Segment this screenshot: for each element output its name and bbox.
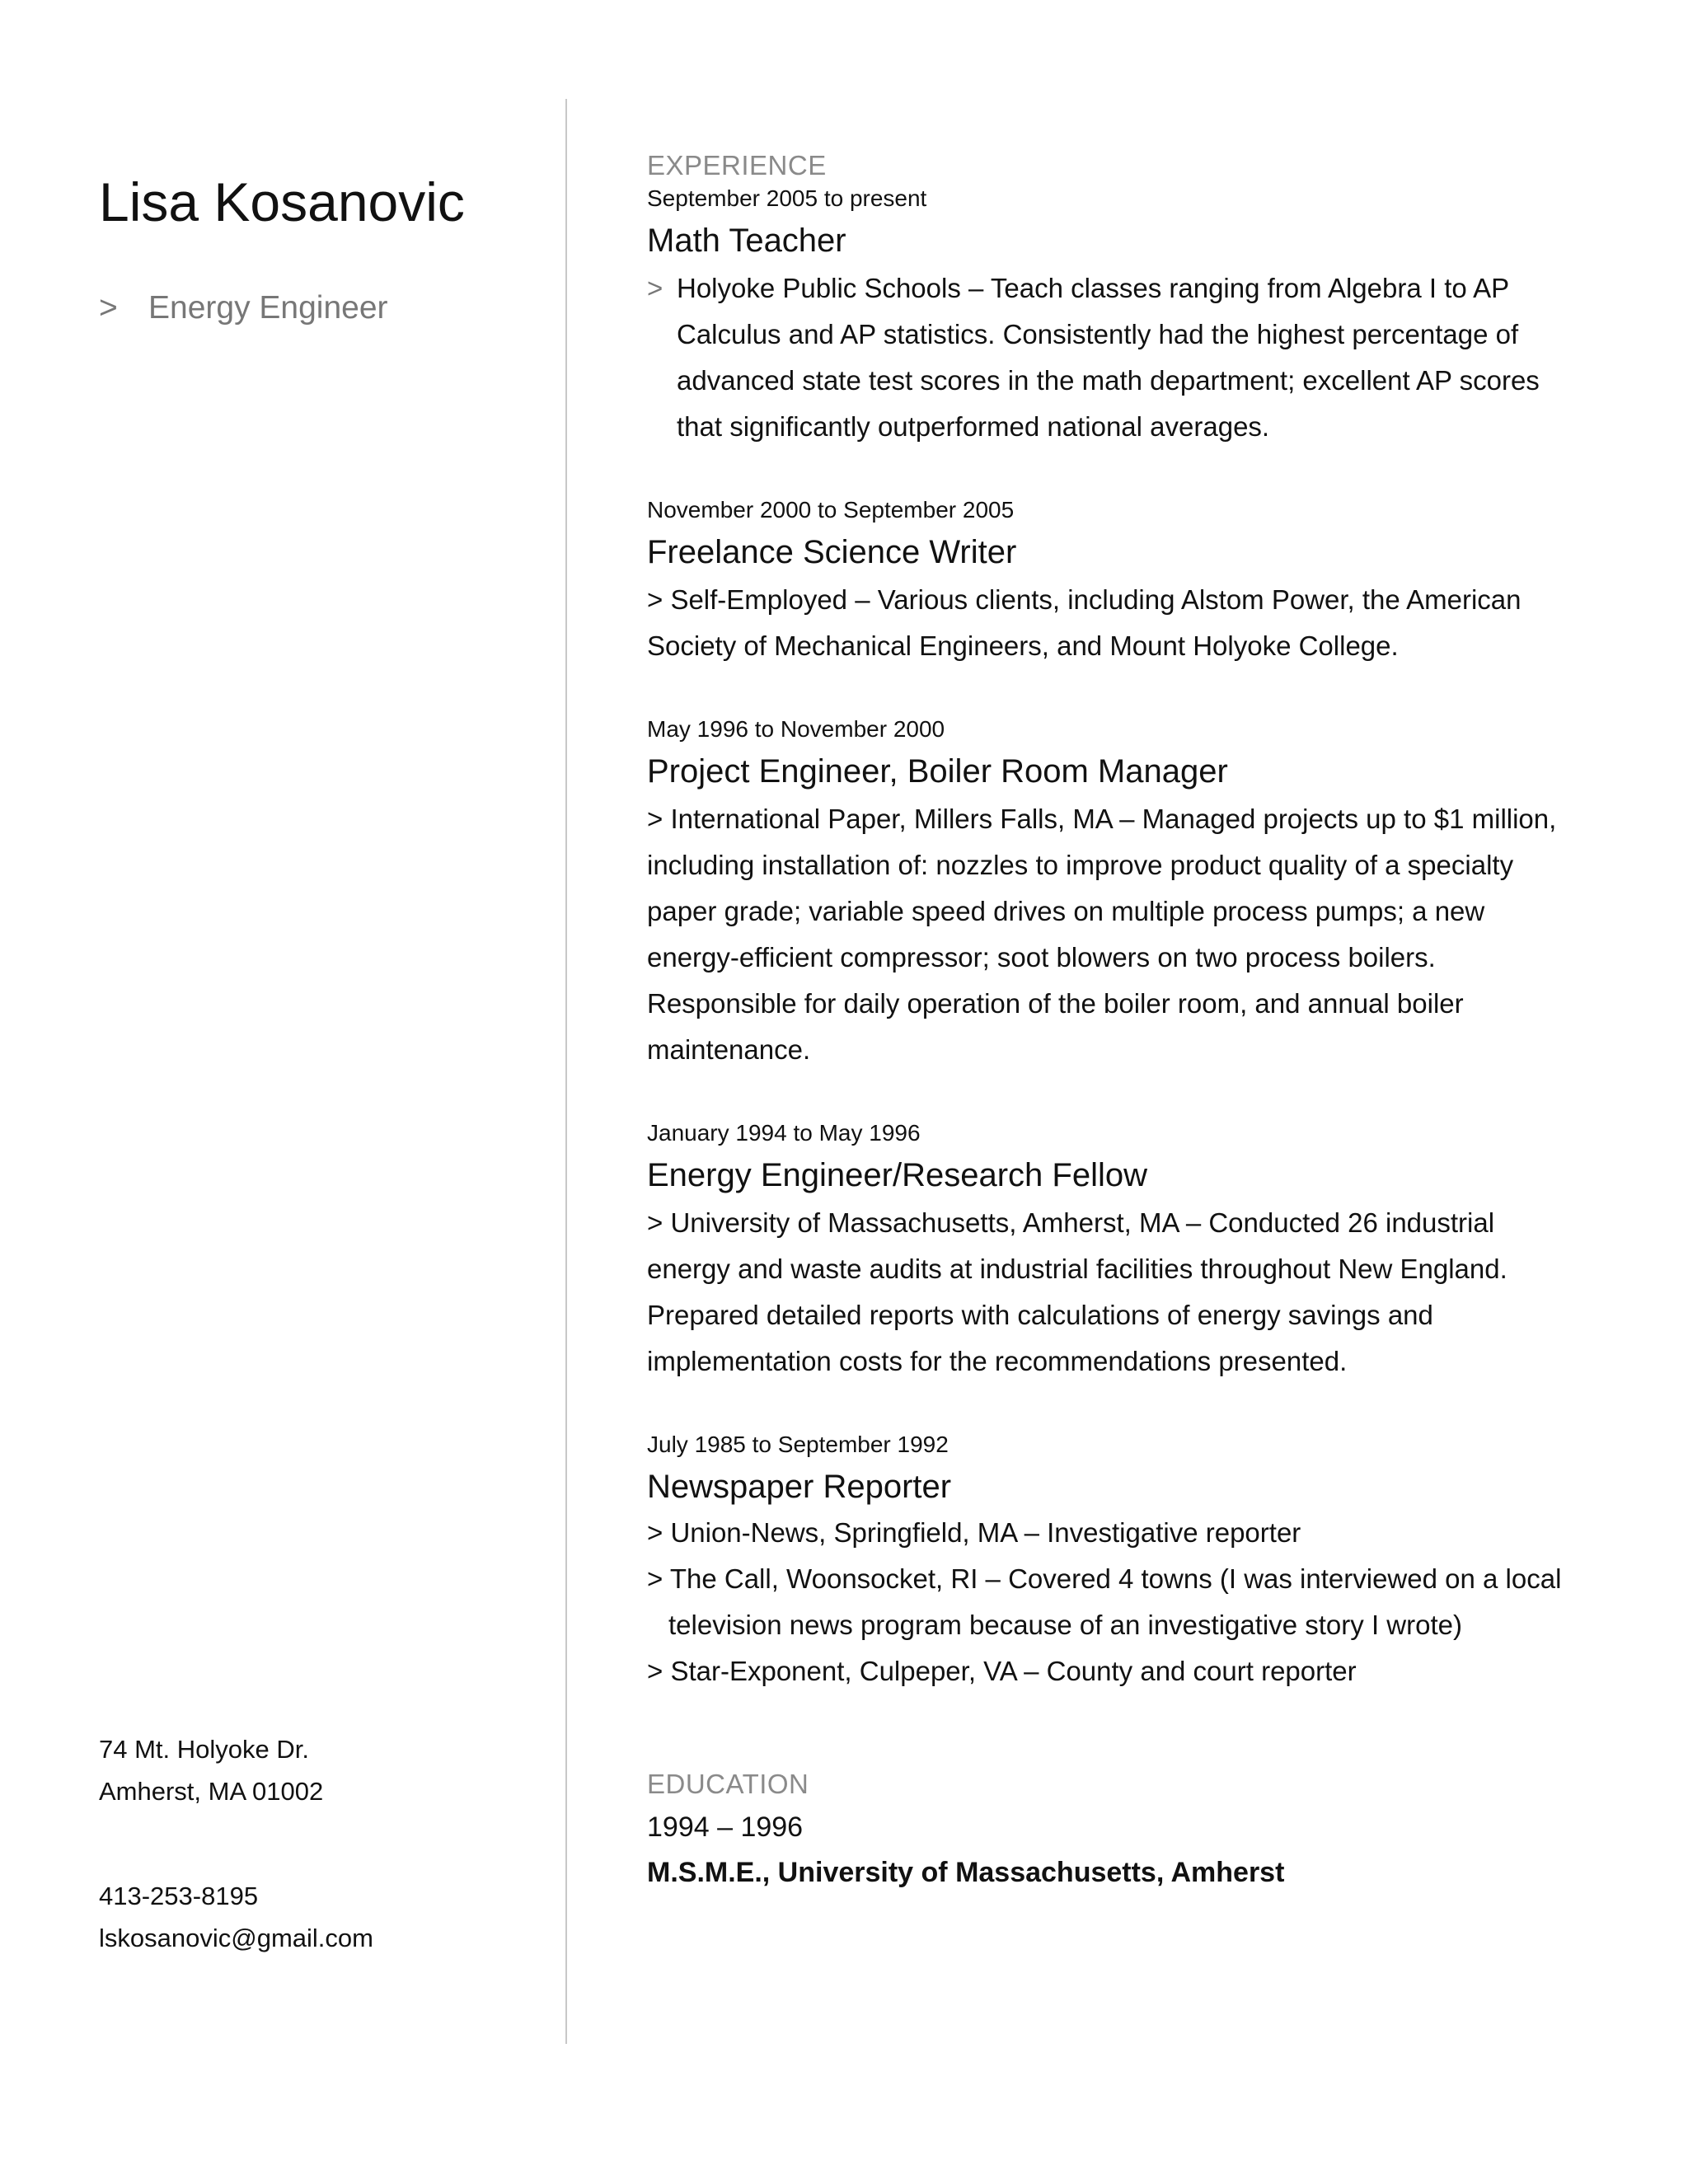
job-title: Energy Engineer/Research Fellow (647, 1157, 1147, 1193)
experience-heading: EXPERIENCE (647, 150, 827, 180)
address-block (99, 1728, 323, 1812)
job-description: > International Paper, Millers Falls, MA – Managed projects up to $1 million, including installation of: nozzles to improve product quality of a specialty paper grade; variable speed drives on multiple process pumps; a new energy-efficient compressor; soot blowers on two process boilers. Responsible for daily operation of the boiler room, and annual boiler maintenance. (647, 804, 1557, 1065)
job-dates: November 2000 to September 2005 (647, 497, 1015, 523)
job-description-text: Holyoke Public Schools – Teach classes ranging from Algebra I to AP Calculus and AP statistics. Consistently had the highest percentage of advanced state test scores in the math department; excellent AP scores that significantly outperformed national averages. (677, 273, 1540, 442)
job-dates: September 2005 to present (647, 185, 927, 211)
column-divider (565, 99, 567, 2044)
phone-number: 413-253-8195 (99, 1882, 259, 1910)
job-title: Freelance Science Writer (647, 534, 1017, 570)
education-years: 1994 – 1996 (647, 1811, 804, 1843)
job-description: > University of Massachusetts, Amherst, MA – Conducted 26 industrial energy and waste audits at industrial facilities throughout New England. Prepared detailed reports with calculations of energy savings and implementation costs for the recommendations presented. (647, 1207, 1507, 1376)
job-title: Project Engineer, Boiler Room Manager (647, 753, 1228, 790)
job-dates: May 1996 to November 2000 (647, 716, 945, 742)
job-description: > Self-Employed – Various clients, including Alstom Power, the American Society of Mechanical Engineers, and Mount Holyoke College. (647, 584, 1522, 661)
job-entry (647, 714, 1574, 1073)
job-description-line: > Star-Exponent, Culpeper, VA – County and court reporter (647, 1656, 1357, 1686)
chevron-right-icon: > (99, 290, 118, 326)
candidate-title-text: Energy Engineer (148, 290, 388, 326)
job-dates: July 1985 to September 1992 (647, 1432, 949, 1457)
education-heading: EDUCATION (647, 1769, 809, 1799)
job-description-line: > Union-News, Springfield, MA – Investigative reporter (647, 1517, 1301, 1548)
job-entry (647, 1118, 1574, 1385)
job-description (647, 265, 1574, 450)
job-entry (647, 183, 1574, 450)
contact-block (99, 1875, 373, 1959)
job-entry (647, 494, 1574, 669)
email-address: lskosanovic@gmail.com (99, 1924, 373, 1952)
chevron-right-icon: > (647, 273, 663, 303)
main-column (647, 148, 1574, 1896)
education-degree: M.S.M.E., University of Massachusetts, Amherst (647, 1857, 1285, 1888)
job-title: Newspaper Reporter (647, 1469, 952, 1505)
job-dates: January 1994 to May 1996 (647, 1120, 921, 1146)
candidate-title (99, 290, 388, 326)
job-title: Math Teacher (647, 223, 846, 259)
job-description-line: > The Call, Woonsocket, RI – Covered 4 towns (I was interviewed on a local television news program because of an investigative story I wrote) (647, 1563, 1562, 1640)
address-line-1: 74 Mt. Holyoke Dr. (99, 1735, 309, 1764)
candidate-name: Lisa Kosanovic (99, 171, 465, 232)
job-entry (647, 1429, 1574, 1694)
address-line-2: Amherst, MA 01002 (99, 1777, 324, 1806)
